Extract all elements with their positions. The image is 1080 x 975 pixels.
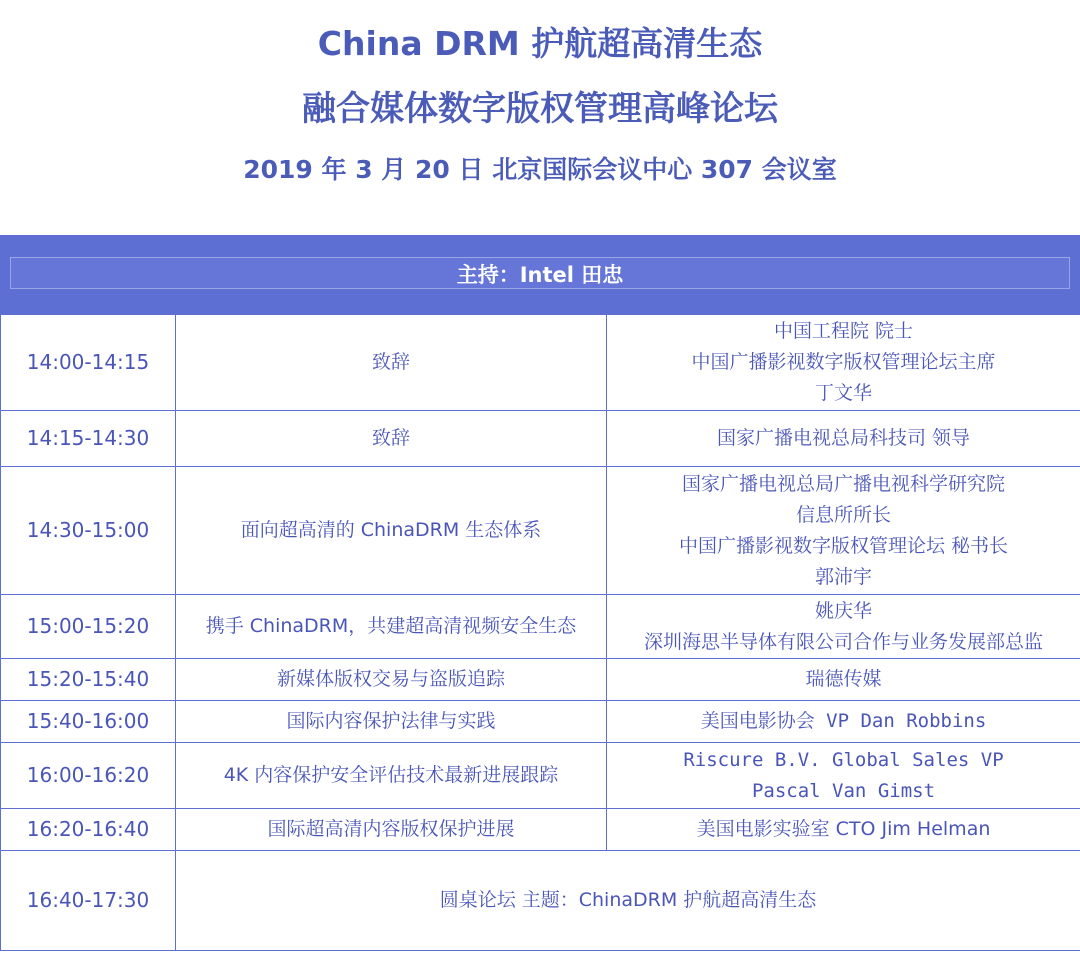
session-topic: 致辞: [176, 315, 607, 411]
session-speaker: [607, 595, 1080, 659]
speaker-line: 瑞德传媒: [805, 668, 882, 690]
roundtable-topic: 圆桌论坛 主题：ChinaDRM 护航超高清生态: [176, 851, 1080, 951]
session-time: 15:20-15:40: [1, 659, 176, 701]
session-speaker: [607, 809, 1080, 851]
session-topic: 面向超高清的 ChinaDRM 生态体系: [176, 467, 607, 595]
schedule-table: [0, 314, 1080, 951]
speaker-line: 美国电影协会 VP Dan Robbins: [700, 710, 987, 732]
session-speaker: [607, 411, 1080, 467]
speaker-line: 丁文华: [814, 382, 872, 404]
session-speaker: [607, 467, 1080, 595]
speaker-line: 姚庆华: [814, 599, 872, 622]
table-row: [1, 467, 1080, 595]
speaker-line: 郭沛宇: [814, 565, 872, 588]
table-row: [1, 659, 1080, 701]
session-speaker: [607, 315, 1080, 411]
session-topic: 4K 内容保护安全评估技术最新进展跟踪: [176, 743, 607, 809]
session-time: 14:15-14:30: [1, 411, 176, 467]
host-label: 主持：Intel 田忠: [456, 263, 624, 287]
table-row: [1, 743, 1080, 809]
session-speaker: [607, 743, 1080, 809]
session-time: 14:30-15:00: [1, 467, 176, 595]
speaker-line: 美国电影实验室 CTO Jim Helman: [696, 818, 991, 840]
session-time: 14:00-14:15: [1, 315, 176, 411]
session-topic: 国际超高清内容版权保护进展: [176, 809, 607, 851]
speaker-line: 深圳海思半导体有限公司合作与业务发展部总监: [643, 630, 1043, 653]
table-row: [1, 315, 1080, 411]
session-time: 16:00-16:20: [1, 743, 176, 809]
session-topic: 国际内容保护法律与实践: [176, 701, 607, 743]
speaker-line: 中国工程院 院士: [773, 320, 914, 342]
speaker-line: 国家广播电视总局科技司 领导: [716, 427, 971, 449]
table-row: [1, 595, 1080, 659]
session-topic: 致辞: [176, 411, 607, 467]
table-row: [1, 809, 1080, 851]
session-time: 15:40-16:00: [1, 701, 176, 743]
speaker-line: 中国广播影视数字版权管理论坛 秘书长: [678, 534, 1009, 557]
session-time: 16:40-17:30: [1, 851, 176, 951]
session-topic: 携手 ChinaDRM，共建超高清视频安全生态: [176, 595, 607, 659]
table-row: [1, 851, 1080, 951]
speaker-line: Riscure B.V. Global Sales VP: [683, 748, 1004, 771]
session-topic: 新媒体版权交易与盗版追踪: [176, 659, 607, 701]
session-time: 16:20-16:40: [1, 809, 176, 851]
session-speaker: [607, 701, 1080, 743]
table-row: [1, 411, 1080, 467]
event-title-line1: China DRM 护航超高清生态: [317, 24, 763, 63]
speaker-line: 中国广播影视数字版权管理论坛主席: [691, 351, 996, 373]
speaker-line: Pascal Van Gimst: [751, 779, 936, 802]
table-row: [1, 701, 1080, 743]
speaker-line: 信息所所长: [795, 503, 891, 526]
event-title-line2: 融合媒体数字版权管理高峰论坛: [302, 89, 778, 129]
session-speaker: [607, 659, 1080, 701]
event-date-venue: 2019 年 3 月 20 日 北京国际会议中心 307 会议室: [243, 155, 837, 184]
session-time: 15:00-15:20: [1, 595, 176, 659]
speaker-line: 国家广播电视总局广播电视科学研究院: [681, 472, 1005, 495]
